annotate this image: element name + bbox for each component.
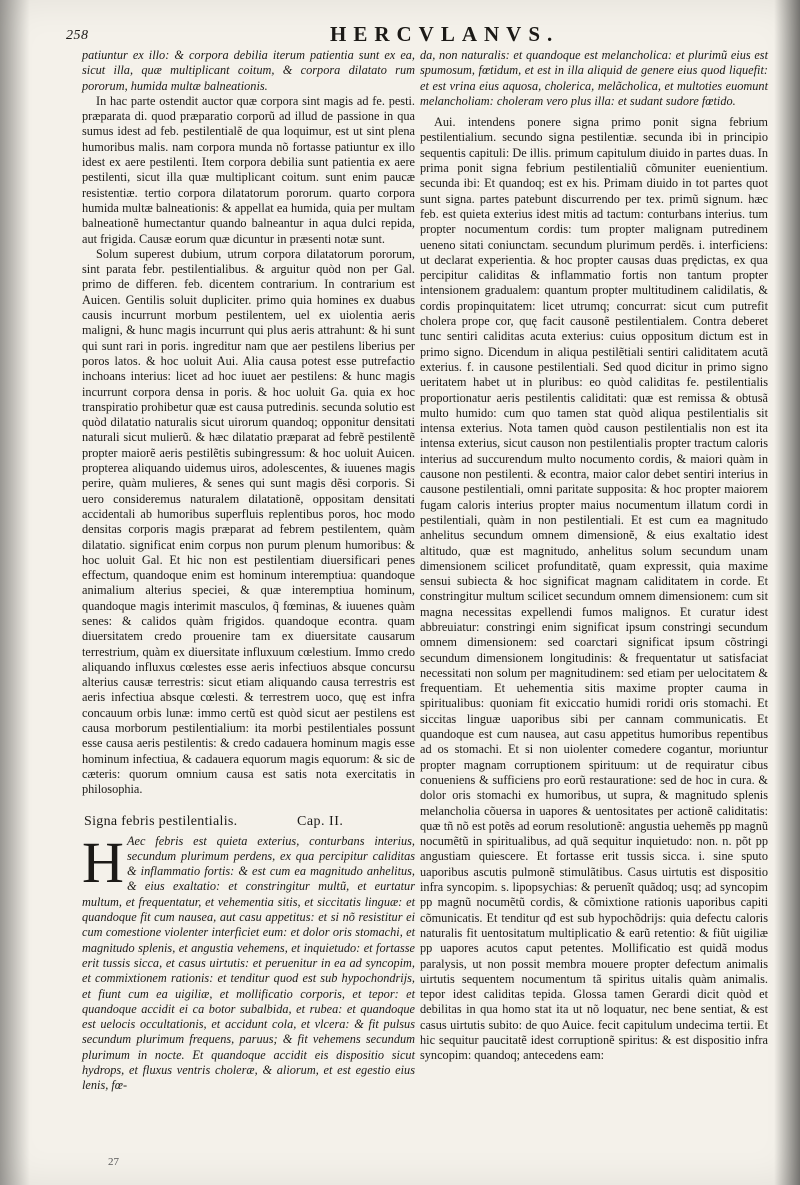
chapter-number: Cap. II. — [297, 813, 344, 829]
running-head — [60, 22, 770, 48]
chapter-text-paragraph — [82, 829, 415, 1094]
page-number: 258 — [66, 28, 89, 43]
commentary-paragraph: Solum superest dubium, utrum corpora dilatatorum pororum, sint parata febr. pestilentialibus. & arguitur quòd non per Gal. primo de differen. feb. dicentem contrarium. In contrarium est Auicen. Gentilis soluit dupliciter. primo quia homines ex duabus causis incurrunt morbum pestilentem, uel ex uiolentia aeris maligni, & hunc magis incurrunt qui plus aeris attrahunt: & hi sunt qui sunt rari in poris. ingreditur nam que aer pestilens liberius per poros latos. & hoc uoluit Aui. Alia causa potest esse putrefactio inchoans interius: licet ad hoc iuuet aer pestilens: & hunc magis incurrunt corpora densa in poris. & hoc uoluit Ga. quia ex hoc transpiratio prohibetur quæ est causa putredinis. secunda solutio est quòd dilatatio naturalis sicut uirorum quandoq; opponitur densitati naturali sicut mulierũ. & hæc dilatatio præparat ad febrẽ pestilentẽ propter maiorẽ aeris pestilẽtis subingressum: & hoc uoluit Auicen. propterea aliquando uidemus uiros, adolescentes, & iuuenes magis perire, quàm mulieres, & senes qui sunt magis dẽsi corporis. Si uero consideremus naturalem dilatationẽ, oppositam densitati accidentali ab humoribus superfluis replentibus poros, hoc modo densitas corporis magis præparat ad febrem pestilentem, quàm dilatatio. significat enim corpus non purum plenum humoribus: & hoc uoluit Gal. Et hic non est pestilentiam diuersificari penes effectum, quandoque enim est hominum interemptiua: quandoque animalium alterius speciei, & quæ interemptiua hominum, quandoque magis interimit masculos, q̃ fœminas, & iuuenes quàm senes: & calidos quàm frigidos. quandoque econtra. quam diuersitatem credo prouenire tam ex diuersitate causarum terrestrium, quàm ex diuersitate influxuum cœlestium. Immo credo aliquando influxus cœlestes esse aeris infectiuos absque concursu alterius causæ terrestris: sicut etiam aliquando causa terrestris est aeris infectiua absque cœlesti. & terrestrem uoco, quę est infra concauum orbis lunæ: immo certũ est quòd sicut aer pestilens est causa morborum pestilentialium: ita morbi pestilentiales possunt esse causa aeris pestilentis: & credo cadauera hominum magis esse hominum infectiua, & cadauera equorum magis equorum: & sic de cæteris: quorum omnium causa est satis nota exercitatis in philosophia. — [82, 246, 415, 797]
drop-capital: H — [82, 829, 124, 895]
chapter-title: Signa febris pestilentialis. — [84, 813, 238, 829]
right-column — [420, 48, 768, 1064]
running-title: HERCVLANVS. — [330, 22, 560, 46]
page-gutter-shadow — [0, 0, 30, 1185]
chapter-text: Aec febris est quieta exterius, conturbans interius, secundum plurimum perdens, ex qua percipitur caliditas & inflammatio fortis: & est cum ea magnitudo anhelitus, & eius exaltatio: et constringitur multũ, et eurtatur multum, et frequentatur, et vehementia sitis, et siccitatis linguæ: et quandoque fit cum nausea, aut casu appetitus: et si nõ resistitur ei cum comestione violenter interficiet eum: et dolor oris stomachi, et magnitudo splenis, et angustia vehemens, et inquietudo: et fortasse erit tussis sicca, et casus uirtutis: et peruenitur in ea ad syncopim, et commixtionem rationis: et tenditur quod est sub hypochondrijs, et fiunt cum ea uigiliæ, et mollificatio corporis, et tepor: et quandoque accidit ei ca botor subalbida, et rubea: et quandoque est uelocis occultationis, et accidunt cola, et vlcera: & fit pulsus secundum plurimum frequens, paruus; & fit vehemens secundum plurimum in nocte. Et quandoque accidit eis dispositio sicut hydrops, et fluxus ventris choleræ, & aliorum, et est egestio eius lenis, fœ- — [82, 833, 415, 1093]
signature-mark: 27 — [108, 1156, 119, 1168]
commentary-paragraph: In hac parte ostendit auctor quæ corpora sint magis ad fe. pesti. præparata di. quod præparatio corporũ ad illud de passione in qua sumus idest ad feb. pestilentialẽ de qua loquimur, est ut sint plena humoribus malis. nam corpora munda nõ fortasse patiuntur ex illo idest ex aere pestilenti. Item corpora debilia sunt patientia ex aere pestilenti, sicut illa quæ multiplicant coitum. sunt enim paucæ resistentiæ. tertio corpora dilatatorum pororum. quarto corpora humida multæ balneationis: & appellat ea humida, quia per multam balneationẽ humectantur quando balneantur in aqua dulci repida, aut frigida. Causæ eorum quæ dicuntur in præsenti notæ sunt. — [82, 93, 415, 246]
text-paragraph: patiuntur ex illo: & corpora debilia iterum patientia sunt ex ea, sicut illa, quæ multiplicant coitum, & corpora dilatato rum pororum, humida multæ balneationis. — [82, 48, 415, 93]
page-edge-shadow — [774, 0, 800, 1185]
chapter-heading — [82, 810, 415, 834]
left-column — [82, 48, 415, 1094]
text-paragraph: da, non naturalis: et quandoque est melancholica: et plurimũ eius est spumosum, fœtidum, et est in illa aliquid de genere eius quod liquefit: et est vrina eius aquosa, cholerica, melãcholica, et multoties euomunt melancholiam: choleram vero plus illa: et sudant sudore fœtido. — [420, 48, 768, 108]
commentary-paragraph: Aui. intendens ponere signa primo ponit signa febrium pestilentialium. secundo signa pestilentiæ. secunda ibi in principio sequentis capituli: De illis. primum capitulum diuido in partes duas. In prima ponit signa febrium pestilentialiũ cõmuniter euenientium. secunda ibi: Et quandoq; est ex his. Primam diuido in tot partes quot sunt signa. partes patebunt discurrendo per tex. primũ signum. hæc feb. est quieta exterius idest mitis ad tactum: conturbans interius. tum propter nocumentum cordis: tum propter malignam putredinem ueneno sitati coniunctam. secundum plurimum perdẽs. i. interficiens: ut declarat experientia. & hoc propter causas duas prędictas, ex qua percipitur caliditas & inflammatio fortis non tantum propter intensionem gradualem: quantum propter multitudinem calidilatis, & cordis propinquitatem: licet utrumq; concurrat: sicut cum putrefit cholera prope cor, quę facit causonẽ pestilentialem. Contra deberet tunc sentiri caliditas acuta exterius: cuius oppositum dictum est in primo signo. Dicendum in aliqua pestilẽtiali sentiri caliditatem acutã exterius. f. in causone pestilentiali. Sed quod dicitur in primo signo ueritatem habet ut in pluribus: eo quòd caliditas fe. pestilentialis proportionatur aeris pestilentis caliditati: quæ est remissa & obtusã multo humido: cum quo tamen stat quòd aliqua pestilentialis sit intensa exterius. Nota tamen quòd causon pestilentialis non est ita intensa exterius, sicut causon non pestilentialis propter tractum caloris interius ad succurendum multo nocumento cordis, & maiori quàm in causone non pestilenti. & econtra, maior calor debet sentiri interius in causone pestilentiali, omni paritate supposita: & hoc propter maiorem fugam caloris interius propter maius nocumentum illatum cordi in pestilentiali, quàm in non pestilentiali. Et est cum ea magnitudo anhelitus secundum omnem dimensionẽ, & eius exaltatio idest altitudo, quæ est magnitudo, anhelitus solum secundum unam dimensionem scilicet profunditatẽ, quam expressit, quia maxime sensui subiecta & hoc significat magnam caliditatem in corde. Et constringitur multum scilicet secundum omnem dimensionem: cum sit magna necessitas expellendi fumos malignos. Et curatur idest abbreuiatur: constringi enim significat ipsum constringi secundum omnem dimensionem: sed coarctari significat ipsum cõstringi secundum dimensionem longitudinis: & frequentatur ut satisfaciat necessitati non solum per magnitudinem: sed etiam per uelocitatem & frequentiam. Et uehementia sitis maxime propter cauma in spiritualibus: quoniam fit exiccatio humidi roridi oris stomachi. Et siccitas linguæ uaporibus sibi per cannam communicatis. Et quandoque est cum nausea, aut casu appetitus humoribus repentibus ad os stomachi. Et si non uiolenter comedere cogantur, moriuntur propter magnam corruptionem spirituum: ut de requiratur cibus conueniens & sufficiens pro eorũ restauratione: sed de hoc in cura. & dolor oris stomachi ex humoribus, ut supra, & magnitudo splenis melancholia cõuersa in uapores & uentositates per actionẽ caliditatis: quæ tñ nõ est potẽs ad eorum resolutionẽ: angustia uehemẽs pp magnũ nocumẽtũ in spiritualibus, ad quã sequitur inquietudo: non. n. põt pp angustiam quiescere. Et fortasse erit tussis sicca. i. sine sputo uaporibus ascutis pulmonẽ stimulãtibus. Casus uirtutis est dispositio infra syncopim. s. lipopsychias: & peruenĩt quãdoq; usq; ad syncopim pp magnũ nocumẽtũ cordis, & cõmixtione rationis uaporibus capiti cõmunicatis. Et tenditur qđ est sub hypochõdrijs: quia defectu caloris naturalis fit uentositatum multiplicatio & earũ retentio: & fiũt uigiliæ pp uapores acutos caput petentes. Mollificatio est quidã modus paralysis, ut non possit membra mouere propter defectum animalis uirtutis sequentem nocumentum tã spiritus uitalis quàm animalis. tepor idest caliditas tepida. Glossa tamen Gerardi dicit quòd et debilitas in qua homo stat ita ut nõ loquatur, nec bene sentiat, & est casus uirtutis subito: de quo Auice. fecit capitulum undecima tertii. Et hic sequitur paucitatẽ idest corruptionẽ spiritus: & est dispositio infra syncopim: quandoq; antecedens eam: — [420, 115, 768, 1063]
